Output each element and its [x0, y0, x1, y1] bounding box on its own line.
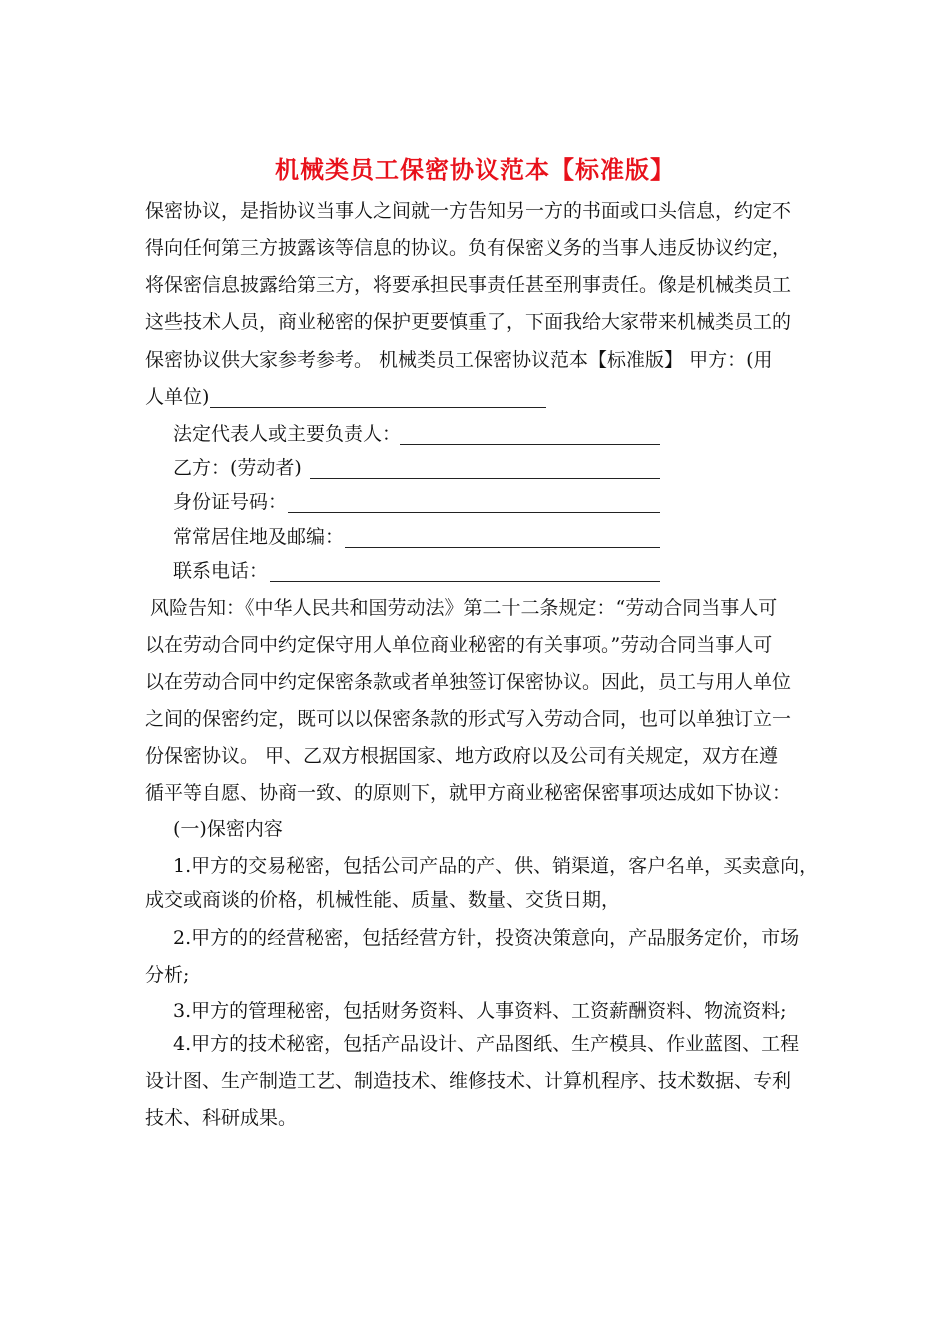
intro-line-2: 得向任何第三方披露该等信息的协议。负有保密义务的当事人违反协议约定， [145, 237, 792, 259]
phone-blank-line [270, 563, 660, 582]
risk-line-3: 以在劳动合同中约定保密条款或者单独签订保密协议。因此，员工与用人单位 [145, 671, 792, 693]
item-line-1: 1.甲方的交易秘密，包括公司产品的产、供、销渠道，客户名单，买卖意向， [173, 855, 819, 877]
intro-line-3: 将保密信息披露给第三方，将要承担民事责任甚至刑事责任。像是机械类员工 [145, 274, 792, 296]
address-blank-line [345, 529, 660, 548]
employer-blank-line [210, 389, 546, 408]
address-label: 常常居住地及邮编： [173, 526, 345, 548]
item-line-7: 设计图、生产制造工艺、制造技术、维修技术、计算机程序、技术数据、专利 [145, 1070, 792, 1092]
risk-line-2: 以在劳动合同中约定保守用人单位商业秘密的有关事项。”劳动合同当事人可 [145, 634, 773, 656]
intro-line-1: 保密协议，是指协议当事人之间就一方告知另一方的书面或口头信息，约定不 [145, 200, 792, 222]
item-line-2: 成交或商谈的价格，机械性能、质量、数量、交货日期， [145, 889, 621, 911]
item-line-6: 4.甲方的技术秘密，包括产品设计、产品图纸、生产模具、作业蓝图、工程 [173, 1033, 800, 1055]
risk-line-5: 份保密协议。 甲、乙双方根据国家、地方政府以及公司有关规定，双方在遵 [145, 745, 779, 767]
legal-rep-blank-line [400, 426, 660, 445]
party-b-label: 乙方：(劳动者) [173, 457, 302, 479]
risk-line-1: 风险告知：《中华人民共和国劳动法》第二十二条规定：“劳动合同当事人可 [150, 597, 778, 619]
intro-line-6: 人单位) [145, 386, 210, 408]
item-line-5: 3.甲方的管理秘密，包括财务资料、人事资料、工资薪酬资料、物流资料; [173, 1000, 787, 1022]
risk-line-6: 循平等自愿、协商一致、的原则下，就甲方商业秘密保密事项达成如下协议： [145, 782, 792, 804]
id-number-blank-line [288, 494, 660, 513]
section-heading: (一)保密内容 [173, 818, 283, 840]
item-line-4: 分析; [145, 964, 190, 986]
id-number-label: 身份证号码： [173, 491, 288, 513]
document-title: 机械类员工保密协议范本【标准版】 [275, 155, 675, 184]
phone-label: 联系电话： [173, 560, 269, 582]
intro-line-5: 保密协议供大家参考参考。 机械类员工保密协议范本【标准版】 甲方：(用 [145, 349, 773, 371]
risk-line-4: 之间的保密约定，既可以以保密条款的形式写入劳动合同，也可以单独订立一 [145, 708, 792, 730]
legal-rep-label: 法定代表人或主要负责人： [173, 423, 402, 445]
intro-line-4: 这些技术人员，商业秘密的保护更要慎重了，下面我给大家带来机械类员工的 [145, 311, 792, 333]
party-b-blank-line [310, 460, 660, 479]
item-line-3: 2.甲方的的经营秘密，包括经营方针，投资决策意向，产品服务定价，市场 [173, 927, 800, 949]
item-line-8: 技术、科研成果。 [145, 1107, 298, 1129]
